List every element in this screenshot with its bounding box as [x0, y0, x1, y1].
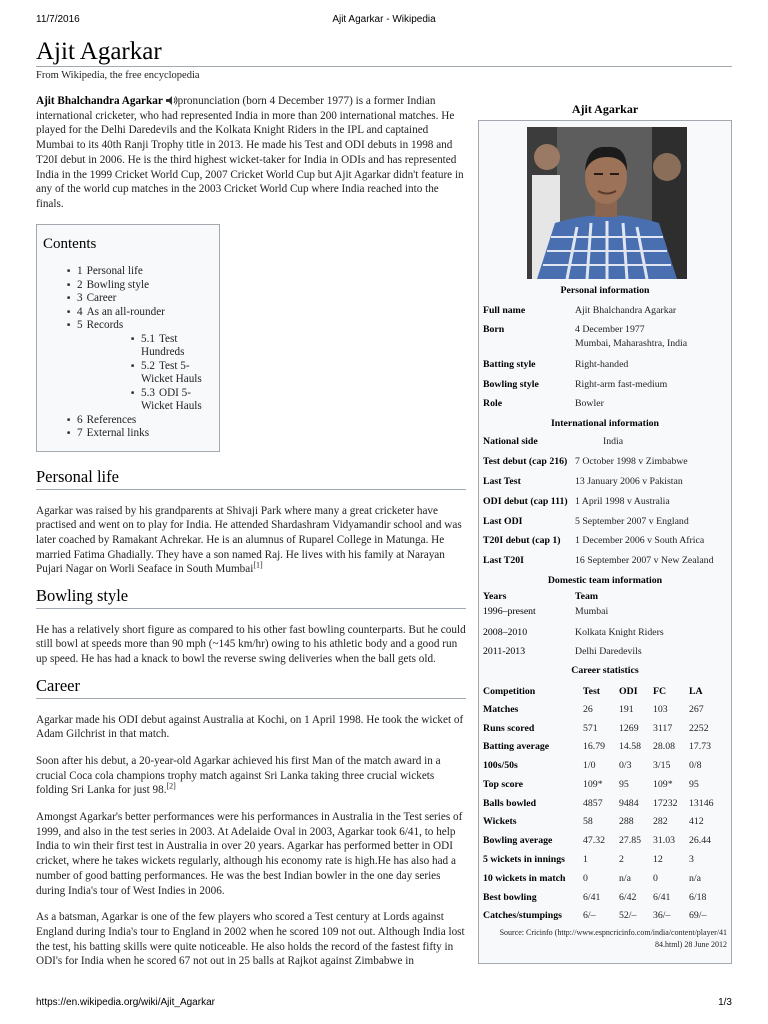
- stats-row: Matches 26 191 103 267: [483, 704, 704, 715]
- speaker-icon[interactable]: [166, 96, 178, 105]
- career-stats-heading: Career statistics: [571, 665, 639, 676]
- stats-row: 100s/50s 1/0 0/3 3/15 0/8: [483, 760, 702, 771]
- last-test-row: Last Test 13 January 2006 v Pakistan: [483, 476, 683, 487]
- bowling-style-paragraph: He has a relatively short figure as compared to his other fast bowling counterparts. But he could still bowl at speeds more than 90 mph (~145 km/hr) owing to his athletic body and a good run up speed. He has had a knack to bowl the reverse swing deliveries when the ball gets old.: [36, 623, 466, 666]
- last-odi-row: Last ODI 5 September 2007 v England: [483, 516, 689, 527]
- domestic-row: 2008–2010 Kolkata Knight Riders: [483, 627, 664, 638]
- print-url: https://en.wikipedia.org/wiki/Ajit_Agarkar: [36, 997, 215, 1008]
- print-date: 11/7/2016: [36, 14, 80, 25]
- last-t20i-row: Last T20I 16 September 2007 v New Zealand: [483, 555, 714, 566]
- t20i-debut-row: T20I debut (cap 1) 1 December 2006 v South Africa: [483, 535, 705, 546]
- title-divider: [36, 66, 732, 67]
- toc-item[interactable]: ■ 1 Personal life: [43, 265, 213, 279]
- role-row: Role Bowler: [483, 398, 604, 409]
- player-photo[interactable]: [527, 127, 687, 279]
- print-header: [0, 14, 768, 28]
- infobox-source[interactable]: Source: Cricinfo (http://www.espncricinfo.com/india/content/player/41 84.html) 28 June 2012: [499, 928, 727, 949]
- personal-info-heading: Personal information: [560, 285, 650, 296]
- domestic-row: 2011-2013 Delhi Daredevils: [483, 646, 642, 657]
- section-heading-personal-life: Personal life: [36, 470, 466, 490]
- stats-row: Bowling average 47.32 27.85 31.03 26.44: [483, 835, 712, 846]
- toc-item[interactable]: ■ 3 Career: [43, 292, 213, 306]
- toc-item[interactable]: ■ 6 References: [43, 414, 213, 428]
- print-page-title: Ajit Agarkar - Wikipedia: [332, 14, 436, 25]
- toc-item[interactable]: ■ 4 As an all-rounder: [43, 306, 213, 320]
- article-body: [36, 94, 466, 981]
- international-info-heading: International information: [550, 418, 660, 429]
- toc-item[interactable]: ■ 7 External links: [43, 427, 213, 441]
- reference-link[interactable]: [1]: [253, 560, 263, 570]
- full-name-row: Full name Ajit Bhalchandra Agarkar: [483, 305, 677, 316]
- bowling-style-row: Bowling style Right-arm fast-medium: [483, 379, 668, 390]
- stats-row: Balls bowled 4857 9484 17232 13146: [483, 798, 714, 809]
- infobox-caption: Ajit Agarkar: [571, 102, 639, 116]
- toc-item[interactable]: ■ 2 Bowling style: [43, 279, 213, 293]
- stats-row: 5 wickets in innings 1 2 12 3: [483, 854, 694, 865]
- toc-subitem[interactable]: ■ 5.1 Test Hundreds: [77, 333, 213, 360]
- personal-life-paragraph: Agarkar was raised by his grandparents at Shivaji Park where many a great cricketer have practised and went on to play for India. He attended Shardashram Vidyamandir school and was later coached by Ramakant Achrekar. He is an alumnus of Ruparel College in Matunga. He married Fatima Ghadially. They have a son named Raj. He lives with his family at Narayan Pujari Nagar on Worli Seaface in South Mumbai[1]: [36, 504, 462, 576]
- test-debut-row: Test debut (cap 216) 7 October 1998 v Zimbabwe: [483, 456, 688, 467]
- page-title: Ajit Agarkar: [36, 38, 162, 65]
- page-number: 1/3: [718, 997, 732, 1008]
- toc-title: Contents: [43, 235, 97, 252]
- intro-paragraph: [36, 94, 466, 212]
- stats-header-row: Competition Test ODI FC LA: [483, 686, 703, 697]
- odi-debut-row: ODI debut (cap 111) 1 April 1998 v Australia: [483, 496, 670, 507]
- intro-text: (born 4 December 1977) is a former Indian international cricketer, who had represented India in more than 200 international matches. He played for the Delhi Daredevils and the Kolkata Knight Riders in the IPL and captained Mumbai to its 40th Ranji Trophy title in 2013. He made his Test and ODI debuts in 1998 and T20I debut in 2006. He is the third highest wicket-taker for India in ODIs and has represented India in the 1999 Cricket World Cup, 2007 Cricket World Cup but Ajit Agarkar didn't feature in any of the world cup matches in the 2003 Cricket World Cup where India reached into the finals.: [36, 95, 464, 210]
- career-paragraph: As a batsman, Agarkar is one of the few players who scored a Test century at Lords against England during India's tour to England in 2002 when he scored 109 not out. Although India lost the test, his batting skills were quite noticeable. He also holds the record of the fastest fifty in ODI's for India when he scored 67 not out in 25 balls at Rajkot against Zimbabwe in: [36, 911, 465, 968]
- stats-row: Catches/stumpings 6/– 52/– 36/– 69/–: [483, 910, 707, 921]
- infobox: [478, 120, 732, 964]
- stats-row: Best bowling 6/41 6/42 6/41 6/18: [483, 892, 707, 903]
- national-side-row: National side India: [483, 436, 624, 447]
- domestic-header-row: Years Team: [483, 591, 599, 602]
- toc-item[interactable]: ■ 5 Records ■ 5.1 Test Hundreds ■ 5.2 Test 5-Wicket Hauls ■ 5.3 ODI 5-Wicket Hauls: [43, 319, 213, 414]
- stats-row: Batting average 16.79 14.58 28.08 17.73: [483, 741, 712, 752]
- reference-link[interactable]: [2]: [166, 781, 176, 791]
- career-paragraph: Agarkar made his ODI debut against Australia at Kochi, on 1 April 1998. He took the wicket of Adam Gilchrist in that match.: [36, 713, 464, 741]
- career-paragraph: Soon after his debut, a 20-year-old Agarkar achieved his first Man of the match award in a crucial Coca cola champions trophy match against Sri Lanka taking three crucial wickets folding Sri Lanka for just 98.[2]: [36, 754, 441, 797]
- stats-row: Wickets 58 288 282 412: [483, 816, 704, 827]
- stats-row: Runs scored 571 1269 3117 2252: [483, 723, 709, 734]
- tagline: From Wikipedia, the free encyclopedia: [36, 70, 200, 81]
- domestic-row: 1996–present Mumbai: [483, 606, 609, 617]
- toc-subitem[interactable]: ■ 5.2 Test 5-Wicket Hauls: [77, 360, 213, 387]
- pronunciation-link[interactable]: pronunciation: [177, 95, 240, 107]
- batting-style-row: Batting style Right-handed: [483, 359, 629, 370]
- section-heading-bowling-style: Bowling style: [36, 589, 466, 609]
- stats-row: 10 wickets in match 0 n/a 0 n/a: [483, 873, 701, 884]
- domestic-info-heading: Domestic team information: [547, 575, 663, 586]
- toc-subitem[interactable]: ■ 5.3 ODI 5-Wicket Hauls: [77, 387, 213, 414]
- table-of-contents: [36, 224, 220, 452]
- section-heading-career: Career: [36, 679, 466, 699]
- career-paragraph: Amongst Agarkar's better performances were his performances in Australia in the Test series of 1999, and also in the test series in 2003. At Adelaide Oval in 2003, Agarkar took 6/41, to help India to win their first test in Australia in over 20 years. Agarkar has performed better in ODI cricket, where he takes wickets regularly, although his economy rate is high.He has also had a number of good batting performances. He was the best Indian bowler in the one day series during India's tour of West Indies in 2006.: [36, 811, 463, 897]
- born-row: Born 4 December 1977 Mumbai, Maharashtra, India: [483, 324, 688, 349]
- stats-row: Top score 109* 95 109* 95: [483, 779, 699, 790]
- subject-name: Ajit Bhalchandra Agarkar: [36, 95, 163, 107]
